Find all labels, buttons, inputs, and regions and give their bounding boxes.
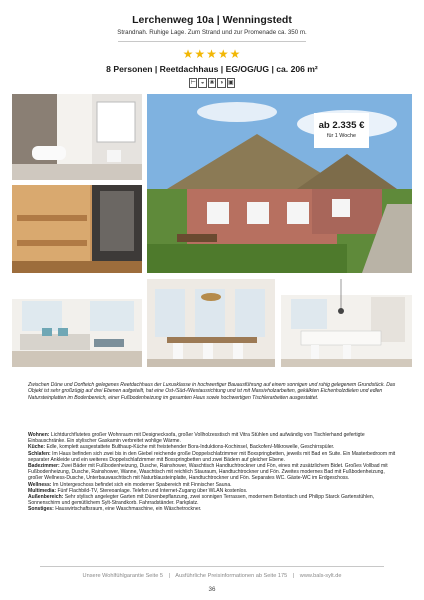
cot-icon: ⊢: [190, 80, 196, 86]
detail-multimedia: Multimedia: Fünf Flachbild-TV, Stereoanlage. Telefon und Internet-Zugang über WLAN kostenlos.: [28, 487, 248, 494]
details-list: [28, 432, 400, 513]
price-period: für 1 Woche: [327, 133, 356, 139]
photo-kitchen: [281, 279, 412, 367]
photo-exterior: [147, 94, 412, 273]
washing-machine-icon: ◑: [217, 78, 225, 88]
page-title: Lerchenweg 10a | Wenningstedt: [132, 14, 292, 26]
detail-wohnen: Wohnen: Lichtdurchflutetes großer Wohnraum mit Designecksofa, großer Vollholzesstisch mit Vitra Stühlen und aufwändig von Tischlerhand gefertigte Einbauschränke. Ein stylischer Gaskamin verbreitet wohlige Wärme.: [28, 432, 365, 445]
sauna-icon: ◒: [198, 78, 206, 88]
footer: [0, 573, 424, 579]
price-badge: [314, 113, 369, 148]
detail-wellness: Wellness: Im Untergeschoss befindet sich ein moderner Spabereich mit Finnischer Sauna.: [28, 481, 232, 488]
page-number: 36: [208, 586, 216, 593]
detail-kueche: Küche: Edle, komplett ausgestattete Bulthaup-Küche mit freistehender Bora-Induktions-Kochinsel, Backofen/-Mikrowelle, Geschirrspüler.: [28, 444, 335, 451]
photo-sauna: [12, 185, 142, 273]
footer-separator: |: [292, 573, 295, 579]
footer-website-link[interactable]: www.bals-sylt.de: [299, 573, 342, 579]
tv-icon: ▣: [227, 80, 234, 86]
divider-bottom: [40, 566, 384, 567]
garden-icon: ❀: [209, 80, 215, 86]
page-subtitle: Strandnah. Ruhige Lage. Zum Strand und zur Promenade ca. 350 m.: [117, 29, 307, 36]
footer-separator: |: [168, 573, 170, 579]
detail-schlafen: Schlafen: Im Haus befinden sich zwei bis in den Giebel reichende große Doppelschlafzimmer mit Boxspringbetten, jeweils mit Bad en Suite. Ein Masterbedroom mit separater Ankleide und ein weiteres Doppelschlafzimmer mit Boxspringbetten und zwei Bädern auf gleicher Ebene.: [28, 450, 396, 463]
amenity-icons: [189, 78, 235, 88]
property-headline: 8 Personen | Reetdachhaus | EG/OG/UG | ca. 206 m²: [106, 64, 318, 74]
footer-price-info-link[interactable]: Ausführliche Preisinformationen ab Seite 175: [175, 573, 288, 579]
photo-bathroom: [12, 94, 142, 180]
detail-badezimmer: Badezimmer: Zwei Bäder mit Fußbodenheizung, Dusche, Rainshower, Waschtisch Handtuchtrockner und Fön, eines mit zusätzlichem Bidet. Großes Vollbad mit Fußbodenheizung, Dusche, Rainshower, Wanne, Waschtisch mit reichlich Stauraum, Handtuchtrockner und Fön. Zweites modernes Bad mit Fußbodenheizung, großer Wellness-Dusche, Unterbauwaschtisch mit Naturblausteinplatte, Handtuchtrockner und Fön. Separates WC. Gäste-WC im Erdgeschoss.: [28, 463, 388, 482]
footer-guarantee-link[interactable]: Unsere Wohlfühlgarantie Seite 5: [82, 573, 163, 579]
price-amount: ab 2.335 €: [318, 120, 365, 131]
intro-text: Zwischen Düne und Dorfteich gelegenes Reetdachhaus der Luxusklasse in hochwertiger Bauausführung auf einem sonnigen und ruhig gelegenem Grundstück. Das Objekt ist sehr großzügig auf drei Ebenen aufgeteilt, hat eine Ost-/Süd-/Westausrichtung und ist mit Massivholzarbeiten, gekälkten Eichenholzdielen und edlen Natursteinplatten im Bodenbereich, einer Fußbodenheizung im gesamten Haus sowie hochwertigen Tischlerarbeiten ausgestattet.: [28, 382, 396, 401]
photo-living-room: [12, 279, 142, 367]
divider-top: [118, 41, 306, 42]
detail-aussenbereich: Außenbereich: Sehr stylisch angelegter Garten mit Dünenbepflanzung, zwei sonnigen Terrassen, modernem Betontisch und Philipp Starck Gartenstühlen, Sonnenschirm und gemütlichem Sylt-Strandkorb. Fahrradständer. Parkplatz.: [28, 494, 375, 507]
photo-dining-room: [147, 279, 275, 367]
detail-sonstiges: Sonstiges: Hauswirtschaftsraum, eine Waschmaschine, ein Wäschetrockner.: [28, 506, 202, 513]
star-rating: ★★★★★: [182, 47, 242, 61]
